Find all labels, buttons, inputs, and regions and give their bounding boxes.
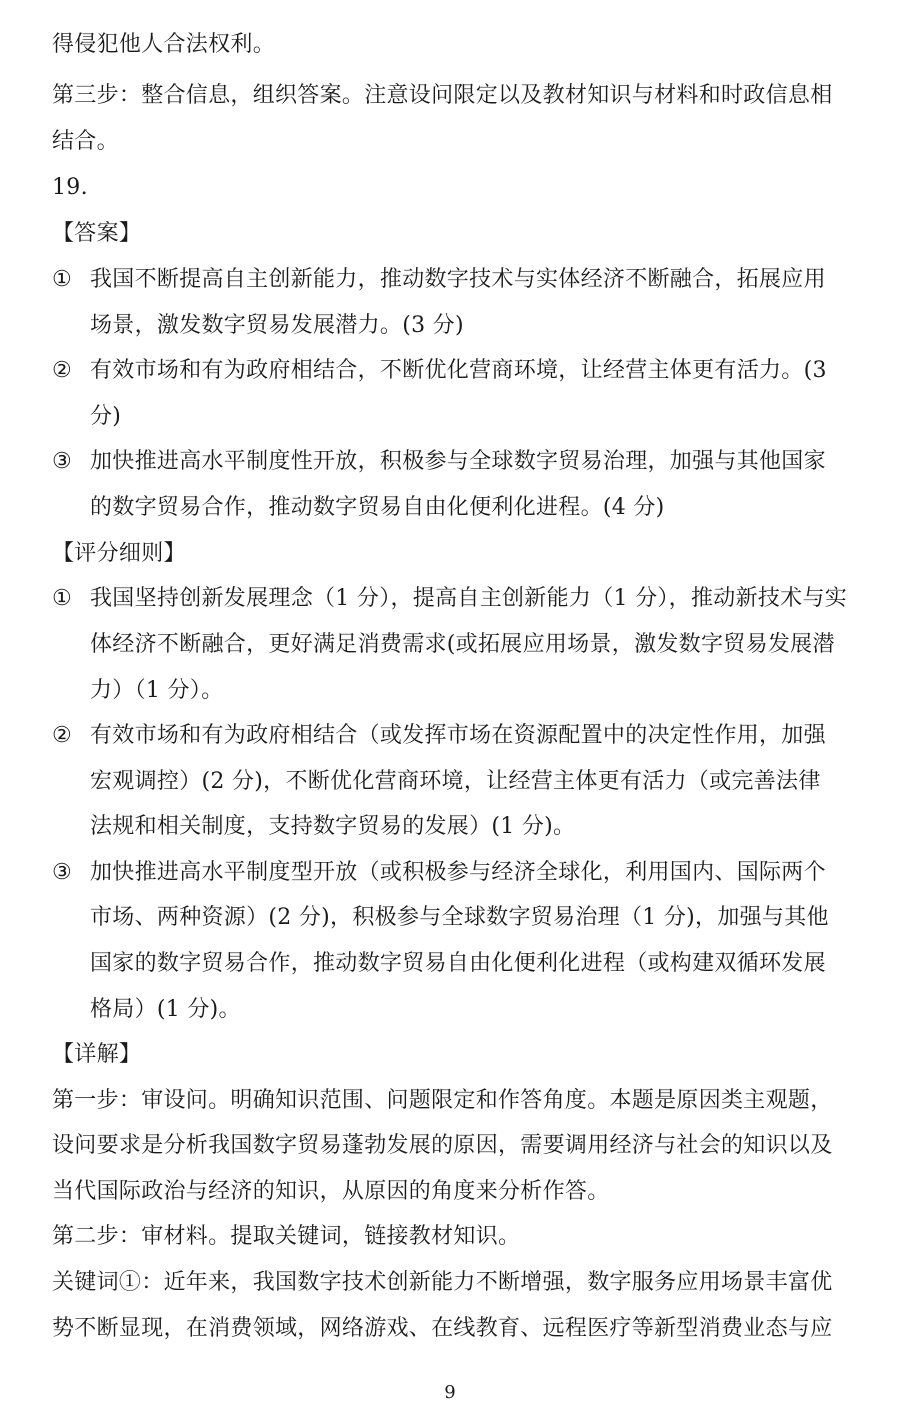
- rubric-line: 体经济不断融合，更好满足消费需求(或拓展应用场景，激发数字贸易发展潜: [90, 632, 835, 657]
- rubric-line: 力）（1 分）。: [90, 678, 224, 703]
- list-marker: ②: [52, 358, 72, 383]
- list-marker: ①: [52, 586, 72, 611]
- rubric-line: 宏观调控）(2 分)，不断优化营商环境，让经营主体更有活力（或完善法律: [90, 769, 821, 794]
- text-line: 结合。: [52, 129, 119, 154]
- explain-line: 第一步：审设问。明确知识范围、问题限定和作答角度。本题是原因类主观题，: [52, 1088, 833, 1113]
- answer-heading: 【答案】: [52, 221, 142, 246]
- rubric-line: 加快推进高水平制度型开放（或积极参与经济全球化，利用国内、国际两个: [90, 860, 826, 885]
- list-marker: ②: [52, 723, 72, 748]
- rubric-line: 我国坚持创新发展理念（1 分），提高自主创新能力（1 分），推动新技术与实: [90, 586, 848, 611]
- explain-line: 关键词①：近年来，我国数字技术创新能力不断增强，数字服务应用场景丰富优: [52, 1270, 833, 1295]
- answer-line: 我国不断提高自主创新能力，推动数字技术与实体经济不断融合，拓展应用: [90, 267, 826, 292]
- rubric-heading: 【评分细则】: [52, 541, 186, 566]
- rubric-line: 国家的数字贸易合作，推动数字贸易自由化便利化进程（或构建双循环发展: [90, 951, 826, 976]
- text-line: 得侵犯他人合法权利。: [52, 32, 276, 57]
- answer-line: 有效市场和有为政府相结合，不断优化营商环境，让经营主体更有活力。(3: [90, 358, 827, 383]
- explain-heading: 【详解】: [52, 1042, 142, 1067]
- rubric-line: 有效市场和有为政府相结合（或发挥市场在资源配置中的决定性作用，加强: [90, 723, 826, 748]
- rubric-line: 市场、两种资源）(2 分)，积极参与全球数字贸易治理（1 分)，加强与其他: [90, 905, 829, 930]
- rubric-line: 格局）(1 分)。: [90, 997, 241, 1022]
- rubric-line: 法规和相关制度，支持数字贸易的发展）(1 分)。: [90, 814, 576, 839]
- answer-line: 场景，激发数字贸易发展潜力。(3 分): [90, 313, 464, 338]
- explain-line: 当代国际政治与经济的知识，从原因的角度来分析作答。: [52, 1179, 610, 1204]
- explain-line: 势不断显现，在消费领域，网络游戏、在线教育、远程医疗等新型消费业态与应: [52, 1316, 833, 1341]
- answer-line: 的数字贸易合作，推动数字贸易自由化便利化进程。(4 分): [90, 495, 665, 520]
- answer-line: 加快推进高水平制度性开放，积极参与全球数字贸易治理，加强与其他国家: [90, 449, 826, 474]
- text-line: 第三步：整合信息，组织答案。注意设问限定以及教材知识与材料和时政信息相: [52, 83, 833, 108]
- list-marker: ③: [52, 449, 72, 474]
- question-number: 19.: [52, 175, 88, 200]
- page-number: 9: [444, 1382, 456, 1403]
- answer-line: 分): [90, 404, 122, 429]
- explain-line: 设问要求是分析我国数字贸易蓬勃发展的原因，需要调用经济与社会的知识以及: [52, 1133, 833, 1158]
- explain-line: 第二步：审材料。提取关键词，链接教材知识。: [52, 1224, 521, 1249]
- list-marker: ③: [52, 860, 72, 885]
- list-marker: ①: [52, 267, 72, 292]
